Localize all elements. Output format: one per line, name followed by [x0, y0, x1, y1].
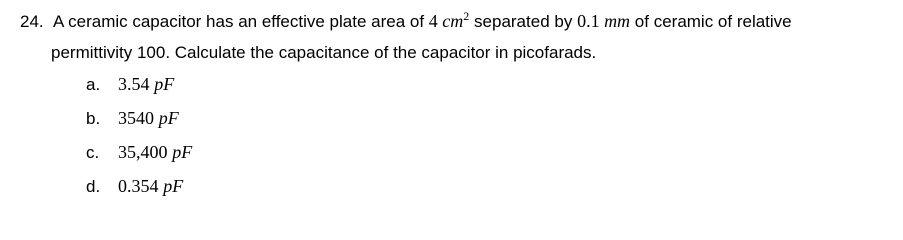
area-expression — [429, 11, 470, 31]
separation-expression — [577, 11, 630, 31]
option-letter: a. — [86, 75, 101, 94]
option-letter: b. — [86, 109, 101, 128]
option-a[interactable] — [86, 72, 174, 97]
area-exponent: 2 — [463, 9, 470, 23]
question-line-2: permittivity 100. Calculate the capacitance of the capacitor in picofarads. — [51, 43, 597, 62]
option-letter: d. — [86, 177, 101, 196]
option-value: 0.354 — [118, 176, 159, 196]
question-text-part-1: A ceramic capacitor has an effective plate area of — [53, 12, 425, 31]
option-value: 35,400 — [118, 142, 168, 162]
option-value: 3540 — [118, 108, 154, 128]
option-unit: pF — [172, 142, 193, 162]
option-unit: pF — [158, 108, 179, 128]
option-c[interactable] — [86, 140, 192, 165]
option-d[interactable] — [86, 174, 183, 199]
option-unit: pF — [163, 176, 184, 196]
question-number: 24. — [20, 12, 44, 31]
option-b[interactable] — [86, 106, 179, 131]
option-letter: c. — [86, 143, 100, 162]
area-unit: cm — [442, 11, 464, 31]
option-value: 3.54 — [118, 74, 150, 94]
separation-unit: mm — [604, 11, 631, 31]
question-text-part-2: separated by — [474, 12, 573, 31]
option-unit: pF — [154, 74, 175, 94]
question-text-part-3: of ceramic of relative — [634, 12, 792, 31]
separation-value: 0.1 — [577, 11, 600, 31]
question-line-1 — [20, 9, 792, 35]
area-value: 4 — [428, 11, 438, 31]
